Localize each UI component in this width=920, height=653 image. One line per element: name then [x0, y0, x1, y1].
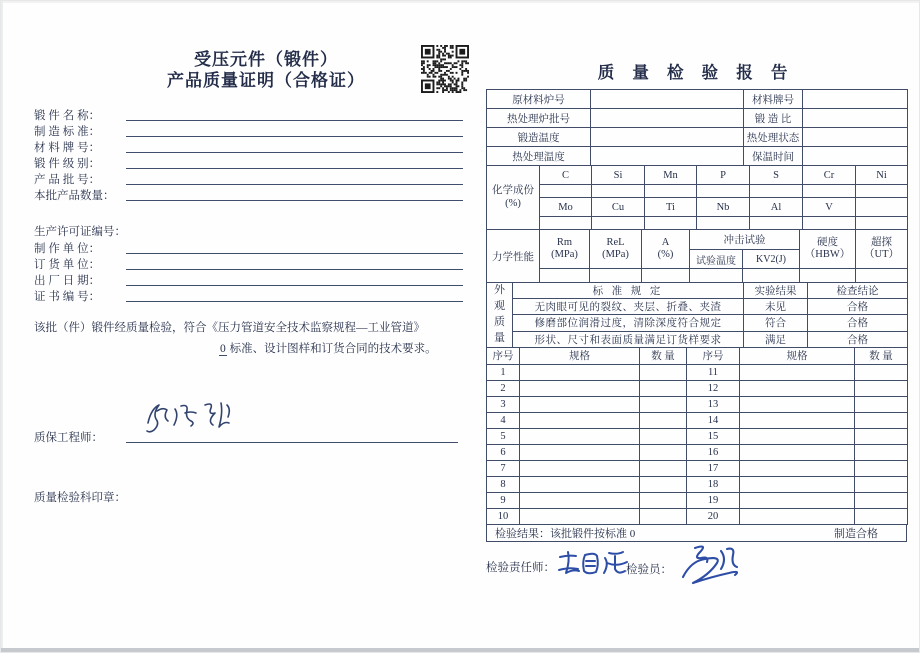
field-label: 锻 件 名 称：: [34, 110, 101, 122]
spec-cell: [740, 476, 855, 492]
serial-no-cell: 18: [687, 476, 740, 492]
field-label: 证 书 编 号：: [34, 291, 101, 303]
serial-row: [487, 460, 908, 476]
chem-value-cell: [540, 185, 592, 198]
chem-header: Cr: [803, 166, 856, 185]
field-label: 本批产品数量：: [34, 190, 115, 202]
license-number-label: 生产许可证编号：: [34, 226, 126, 238]
elongation-header-cell: A (%): [642, 230, 690, 269]
field-label: 出 厂 日 期：: [34, 275, 101, 287]
chemistry-header-row1: [487, 166, 908, 185]
chem-value-cell: [803, 185, 856, 198]
chem-value-cell: [697, 185, 750, 198]
serial-row: [487, 412, 908, 428]
serial-no-cell: 20: [687, 508, 740, 524]
appearance-table: [486, 282, 908, 348]
qty-cell: [640, 476, 687, 492]
qty-cell: [640, 460, 687, 476]
serial-row: [487, 396, 908, 412]
serial-no-cell: 9: [487, 492, 520, 508]
conclusion-cell: 合格: [808, 315, 908, 331]
chem-value-cell: [750, 217, 803, 230]
serial-header-row: [487, 347, 908, 364]
serial-no-cell: 15: [687, 428, 740, 444]
field-value-line: [126, 120, 463, 121]
qty-cell: [855, 364, 908, 380]
chem-value-cell: [592, 217, 645, 230]
serial-row: [487, 428, 908, 444]
chem-value-cell: [856, 185, 908, 198]
qty-cell: [640, 396, 687, 412]
rel-header-cell: ReL (MPa): [590, 230, 642, 269]
impact-energy-header-cell: KV2(J): [743, 250, 800, 269]
chemistry-value-row1: [487, 185, 908, 198]
spec-cell: [740, 428, 855, 444]
spec-cell: [520, 428, 640, 444]
chem-header: Cu: [592, 198, 645, 217]
info-value-cell: [591, 128, 744, 147]
spec-cell: [520, 492, 640, 508]
spec-cell: [740, 444, 855, 460]
spec-cell: [520, 364, 640, 380]
qty-cell: [640, 492, 687, 508]
certificate-title-line1: 受压元件（锻件）: [194, 50, 338, 69]
serial-no-cell: 1: [487, 364, 520, 380]
conclusion-cell: 合格: [808, 299, 908, 315]
qty-cell: [855, 396, 908, 412]
chem-value-cell: [803, 217, 856, 230]
chem-header: Mn: [645, 166, 697, 185]
chem-header: V: [803, 198, 856, 217]
field-label: 材 料 牌 号：: [34, 142, 101, 154]
mech-value-cell: [690, 269, 743, 283]
info-value-cell: [803, 109, 908, 128]
serial-row: [487, 444, 908, 460]
serial-table: [486, 347, 908, 525]
info-label-cell: 热处理状态: [744, 128, 803, 147]
spec-cell: [740, 460, 855, 476]
field-label: 制 作 单 位：: [34, 243, 101, 255]
result-cell: 满足: [744, 331, 808, 347]
info-table: [486, 89, 908, 166]
field-value-line: [126, 184, 463, 185]
serial-row: [487, 380, 908, 396]
spec-cell: [740, 412, 855, 428]
spec-cell: [740, 396, 855, 412]
field-label: 制 造 标 准：: [34, 126, 101, 138]
qty-cell: [640, 444, 687, 460]
conclusion-header-cell: 检查结论: [808, 283, 908, 299]
inspection-result-text: 检验结果：该批锻件按标准 0: [495, 527, 636, 540]
mech-value-cell: [642, 269, 690, 283]
serial-header: 数 量: [640, 347, 687, 364]
chem-header: Mo: [540, 198, 592, 217]
field-value-line: [126, 152, 463, 153]
field-value-line: [126, 200, 463, 201]
spec-cell: [520, 476, 640, 492]
spec-cell: [740, 492, 855, 508]
statement-fill-value: 0: [220, 343, 226, 355]
qty-cell: [855, 476, 908, 492]
field-value-line: [126, 168, 463, 169]
chem-header: Ni: [856, 166, 908, 185]
qty-cell: [640, 412, 687, 428]
qty-cell: [640, 380, 687, 396]
serial-no-cell: 11: [687, 364, 740, 380]
inspection-report-table: [486, 89, 907, 542]
info-label-cell: 锻造温度: [487, 128, 591, 147]
qty-cell: [855, 444, 908, 460]
qty-cell: [855, 412, 908, 428]
qty-cell: [640, 508, 687, 524]
chem-header: Ti: [645, 198, 697, 217]
info-label-cell: 热处理温度: [487, 147, 591, 166]
chem-value-cell: [645, 185, 697, 198]
appearance-label-cell: 外观质量: [487, 283, 513, 348]
hardness-header-cell: 硬度 （HBW）: [800, 230, 856, 269]
info-value-cell: [803, 90, 908, 109]
result-header-cell: 实验结果: [744, 283, 808, 299]
qty-cell: [855, 428, 908, 444]
inspector-label: 检验员：: [626, 564, 672, 576]
spec-cell: 修磨部位润滑过度，清除深度符合规定: [513, 315, 744, 331]
spec-cell: [520, 508, 640, 524]
spec-cell: [520, 444, 640, 460]
info-value-cell: [803, 128, 908, 147]
serial-row: [487, 492, 908, 508]
field-value-line: [126, 136, 463, 137]
mechanical-header-row1: [487, 230, 908, 250]
qty-cell: [855, 380, 908, 396]
spec-cell: [740, 364, 855, 380]
certificate-title-line2: 产品质量证明（合格证）: [167, 71, 365, 91]
serial-row: [487, 476, 908, 492]
rm-header-cell: Rm (MPa): [540, 230, 590, 269]
info-row: [487, 147, 908, 166]
field-value-line: [126, 253, 463, 254]
qr-code: [421, 45, 469, 93]
chem-value-cell: [540, 217, 592, 230]
qty-cell: [855, 460, 908, 476]
impact-test-header-cell: 冲击试验: [690, 230, 800, 250]
chem-value-cell: [750, 185, 803, 198]
serial-no-cell: 4: [487, 412, 520, 428]
field-label: 订 货 单 位：: [34, 259, 101, 271]
conclusion-cell: 合格: [808, 331, 908, 347]
serial-no-cell: 2: [487, 380, 520, 396]
chemistry-label-cell: 化学成份 (%): [487, 166, 540, 230]
spec-header-cell: 标 准 规 定: [513, 283, 744, 299]
report-title: 质 量 检 验 报 告: [597, 63, 795, 82]
chemistry-header-row2: [487, 198, 908, 217]
inspector-signature: [677, 543, 757, 589]
serial-header: 规格: [520, 347, 640, 364]
spec-cell: [740, 508, 855, 524]
appearance-row: [487, 331, 908, 347]
field-value-line: [126, 301, 463, 302]
chem-header: Nb: [697, 198, 750, 217]
chem-header: P: [697, 166, 750, 185]
serial-row: [487, 364, 908, 380]
mechanical-label-cell: 力学性能: [487, 230, 540, 283]
chem-header: Si: [592, 166, 645, 185]
chemistry-table: [486, 165, 908, 230]
chem-header: S: [750, 166, 803, 185]
ut-header-cell: 超探 （UT）: [856, 230, 908, 269]
appearance-header-row: [487, 283, 908, 299]
spec-cell: [520, 460, 640, 476]
chem-header: Al: [750, 198, 803, 217]
appearance-row: [487, 315, 908, 331]
info-label-cell: 原材料炉号: [487, 90, 591, 109]
field-value-line: [126, 269, 463, 270]
qa-engineer-signature: [141, 397, 251, 441]
manufacture-qualified-text: 制造合格: [834, 527, 878, 540]
chemistry-value-row2: [487, 217, 908, 230]
mech-value-cell: [856, 269, 908, 283]
serial-no-cell: 17: [687, 460, 740, 476]
mechanical-value-row: [487, 269, 908, 283]
spec-cell: [740, 380, 855, 396]
serial-no-cell: 10: [487, 508, 520, 524]
inspector-lead-signature: [557, 549, 637, 581]
chem-value-cell: [856, 217, 908, 230]
serial-no-cell: 13: [687, 396, 740, 412]
info-value-cell: [591, 147, 744, 166]
serial-header: 序号: [487, 347, 520, 364]
serial-no-cell: 19: [687, 492, 740, 508]
qa-engineer-signature-line: [126, 442, 458, 443]
chem-value-cell: [645, 217, 697, 230]
qty-cell: [640, 428, 687, 444]
mechanical-table: [486, 229, 908, 283]
result-cell: 符合: [744, 315, 808, 331]
spec-cell: [520, 412, 640, 428]
info-row: [487, 128, 908, 147]
info-row: [487, 109, 908, 128]
spec-cell: 形状、尺寸和表面质量满足订货样要求: [513, 331, 744, 347]
serial-no-cell: 14: [687, 412, 740, 428]
serial-no-cell: 3: [487, 396, 520, 412]
qty-cell: [855, 508, 908, 524]
info-row: [487, 90, 908, 109]
serial-table-rows: [487, 364, 908, 524]
serial-no-cell: 12: [687, 380, 740, 396]
serial-no-cell: 6: [487, 444, 520, 460]
chem-header: [856, 198, 908, 217]
serial-header: 数 量: [855, 347, 908, 364]
field-value-line: [126, 285, 463, 286]
mech-value-cell: [540, 269, 590, 283]
info-value-cell: [803, 147, 908, 166]
qty-cell: [855, 492, 908, 508]
chem-value-cell: [592, 185, 645, 198]
mech-value-cell: [590, 269, 642, 283]
mech-value-cell: [743, 269, 800, 283]
conformity-statement-line2: [219, 340, 437, 356]
inspection-dept-stamp-label: 质量检验科印章：: [34, 492, 126, 504]
spec-cell: 无肉眼可见的裂纹、夹层、折叠、夹渣: [513, 299, 744, 315]
appearance-row: [487, 299, 908, 315]
info-label-cell: 保温时间: [744, 147, 803, 166]
certificate-title: [76, 49, 456, 92]
spec-cell: [520, 380, 640, 396]
mech-value-cell: [800, 269, 856, 283]
info-value-cell: [591, 109, 744, 128]
qty-cell: [640, 364, 687, 380]
chem-value-cell: [697, 217, 750, 230]
info-label-cell: 材料牌号: [744, 90, 803, 109]
info-value-cell: [591, 90, 744, 109]
result-cell: 未见: [744, 299, 808, 315]
serial-row: [487, 508, 908, 524]
impact-temp-header-cell: 试验温度: [690, 250, 743, 269]
info-label-cell: 锻 造 比: [744, 109, 803, 128]
spec-cell: [520, 396, 640, 412]
serial-no-cell: 7: [487, 460, 520, 476]
field-label: 锻 件 级 别：: [34, 158, 101, 170]
serial-no-cell: 8: [487, 476, 520, 492]
info-label-cell: 热处理炉批号: [487, 109, 591, 128]
serial-no-cell: 5: [487, 428, 520, 444]
serial-header: 规格: [740, 347, 855, 364]
inspection-result-row: [486, 524, 907, 542]
inspector-lead-label: 检验责任师：: [486, 562, 555, 574]
serial-header: 序号: [687, 347, 740, 364]
field-label: 产 品 批 号：: [34, 174, 101, 186]
chem-header: C: [540, 166, 592, 185]
conformity-statement-line1: 该批（件）锻件经质量检验，符合《压力管道安全技术监察规程—工业管道》: [34, 322, 425, 334]
serial-no-cell: 16: [687, 444, 740, 460]
qa-engineer-label: 质保工程师：: [34, 432, 103, 444]
statement-line2-text: 标准、设计图样和订货合同的技术要求。: [226, 343, 437, 355]
